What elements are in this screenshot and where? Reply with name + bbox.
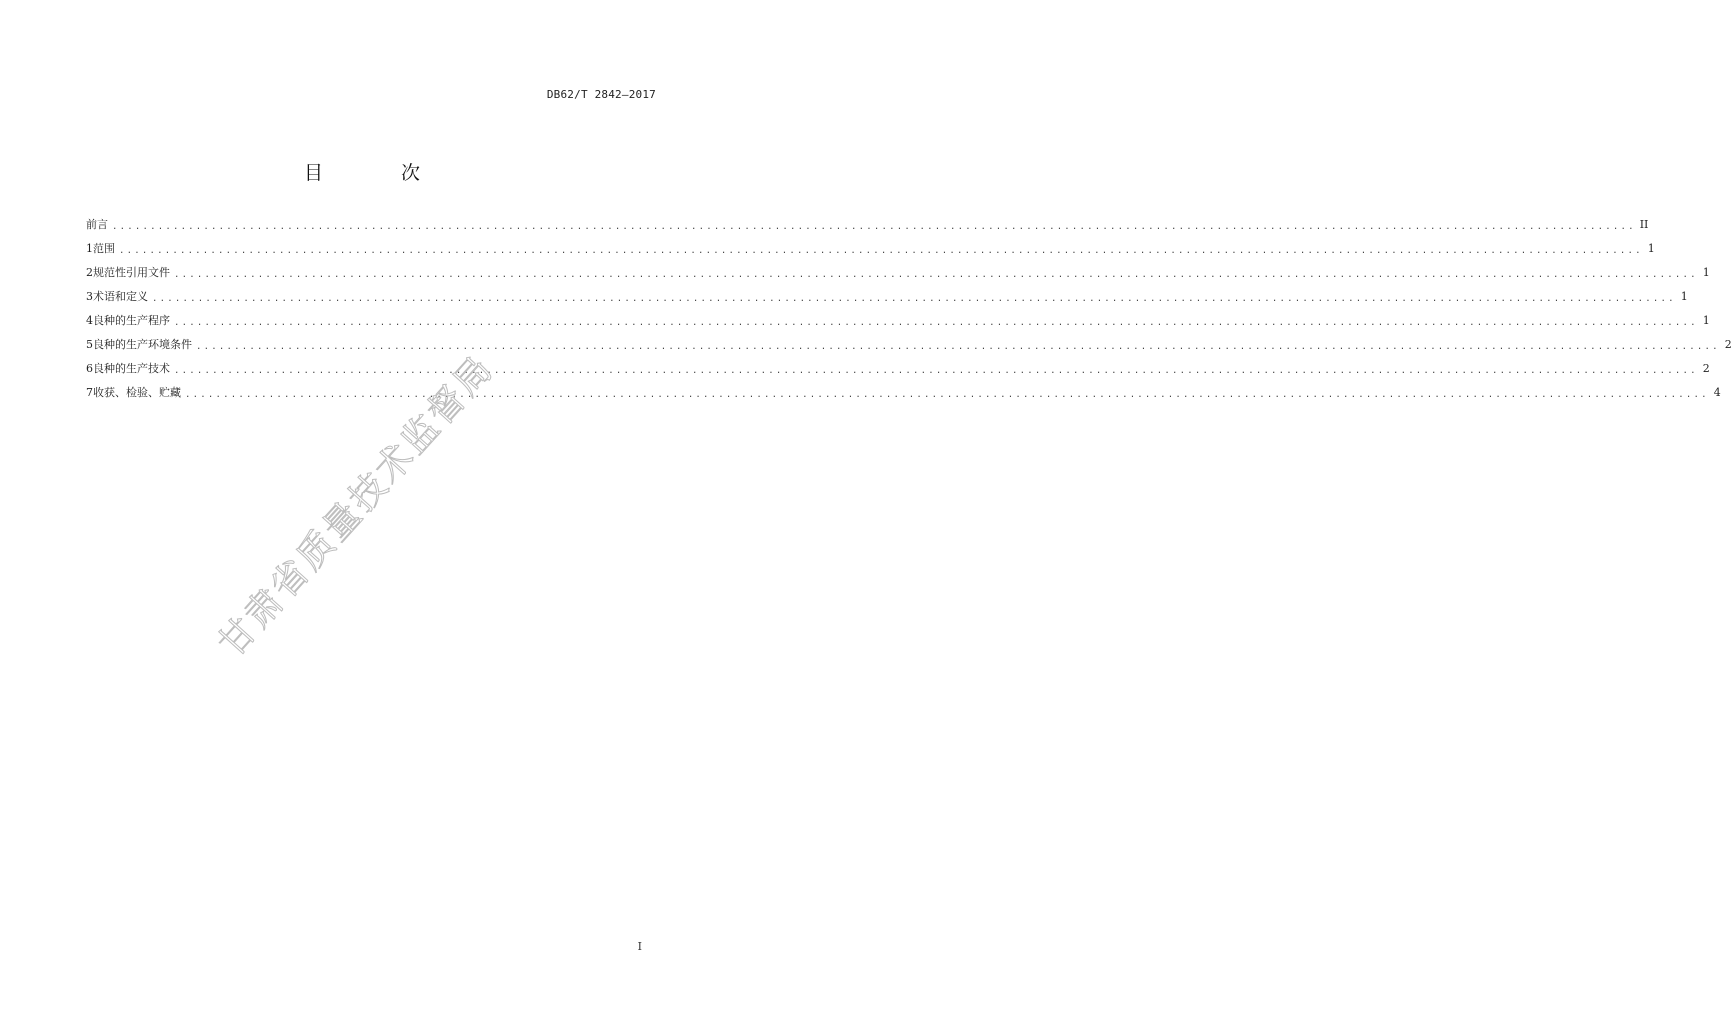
- toc-leader-dots: ........................................................................................................................................................................................................: [119, 246, 1643, 256]
- toc-entry-number: 2: [86, 266, 93, 279]
- toc-entry-page: 1: [1647, 242, 1655, 255]
- toc-entry-7[interactable]: [86, 384, 1721, 408]
- toc-entry-label: 前言: [86, 218, 108, 231]
- toc-entry-1[interactable]: [86, 240, 1655, 264]
- toc-entry-number: 6: [86, 362, 93, 375]
- toc-entry-page: II: [1639, 218, 1649, 231]
- toc-entry-2[interactable]: [86, 264, 1710, 288]
- toc-entry-label: 良种的生产环境条件: [93, 338, 192, 351]
- toc-entry-number: 7: [86, 386, 93, 399]
- toc-entry-number: 5: [86, 338, 93, 351]
- toc-entry-label: 收获、检验、贮藏: [93, 386, 181, 399]
- toc-leader-dots: ........................................................................................................................................................................................................: [152, 294, 1676, 304]
- toc-entry-label: 规范性引用文件: [93, 266, 170, 279]
- toc-entry-label: 范围: [93, 242, 115, 255]
- page-number: I: [637, 940, 642, 953]
- toc-entry-label: 良种的生产程序: [93, 314, 170, 327]
- document-code: DB62/T 2842—2017: [546, 88, 656, 101]
- toc-entry-page: 1: [1702, 266, 1710, 279]
- toc-entry-3[interactable]: [86, 288, 1688, 312]
- toc-entry-4[interactable]: [86, 312, 1710, 336]
- toc-entry-number: 4: [86, 314, 93, 327]
- toc-entry-page: 1: [1680, 290, 1688, 303]
- toc-entry-5[interactable]: [86, 336, 1732, 360]
- toc-entry-page: 2: [1702, 362, 1710, 375]
- toc-entry-number: 3: [86, 290, 93, 303]
- toc-entry-page: 1: [1702, 314, 1710, 327]
- watermark-text: 甘肃省质量技术监督局: [210, 347, 503, 665]
- toc-leader-dots: ........................................................................................................................................................................................................: [196, 342, 1720, 352]
- toc-title: 目 次: [303, 162, 457, 184]
- toc-entry-label: 术语和定义: [93, 290, 148, 303]
- toc-leader-dots: ........................................................................................................................................................................................................: [174, 318, 1698, 328]
- toc-entry-page: 4: [1713, 386, 1721, 399]
- toc-leader-dots: ........................................................................................................................................................................................................: [112, 222, 1636, 232]
- toc-entry-label: 良种的生产技术: [93, 362, 170, 375]
- toc-leader-dots: ........................................................................................................................................................................................................: [174, 270, 1698, 280]
- toc-entry-6[interactable]: [86, 360, 1710, 384]
- toc-entry-page: 2: [1724, 338, 1732, 351]
- toc-entry-foreword[interactable]: [86, 216, 1649, 240]
- toc-leader-dots: ........................................................................................................................................................................................................: [174, 366, 1698, 376]
- toc-leader-dots: ........................................................................................................................................................................................................: [185, 390, 1709, 400]
- table-of-contents: [86, 216, 1732, 408]
- toc-entry-number: 1: [86, 242, 93, 255]
